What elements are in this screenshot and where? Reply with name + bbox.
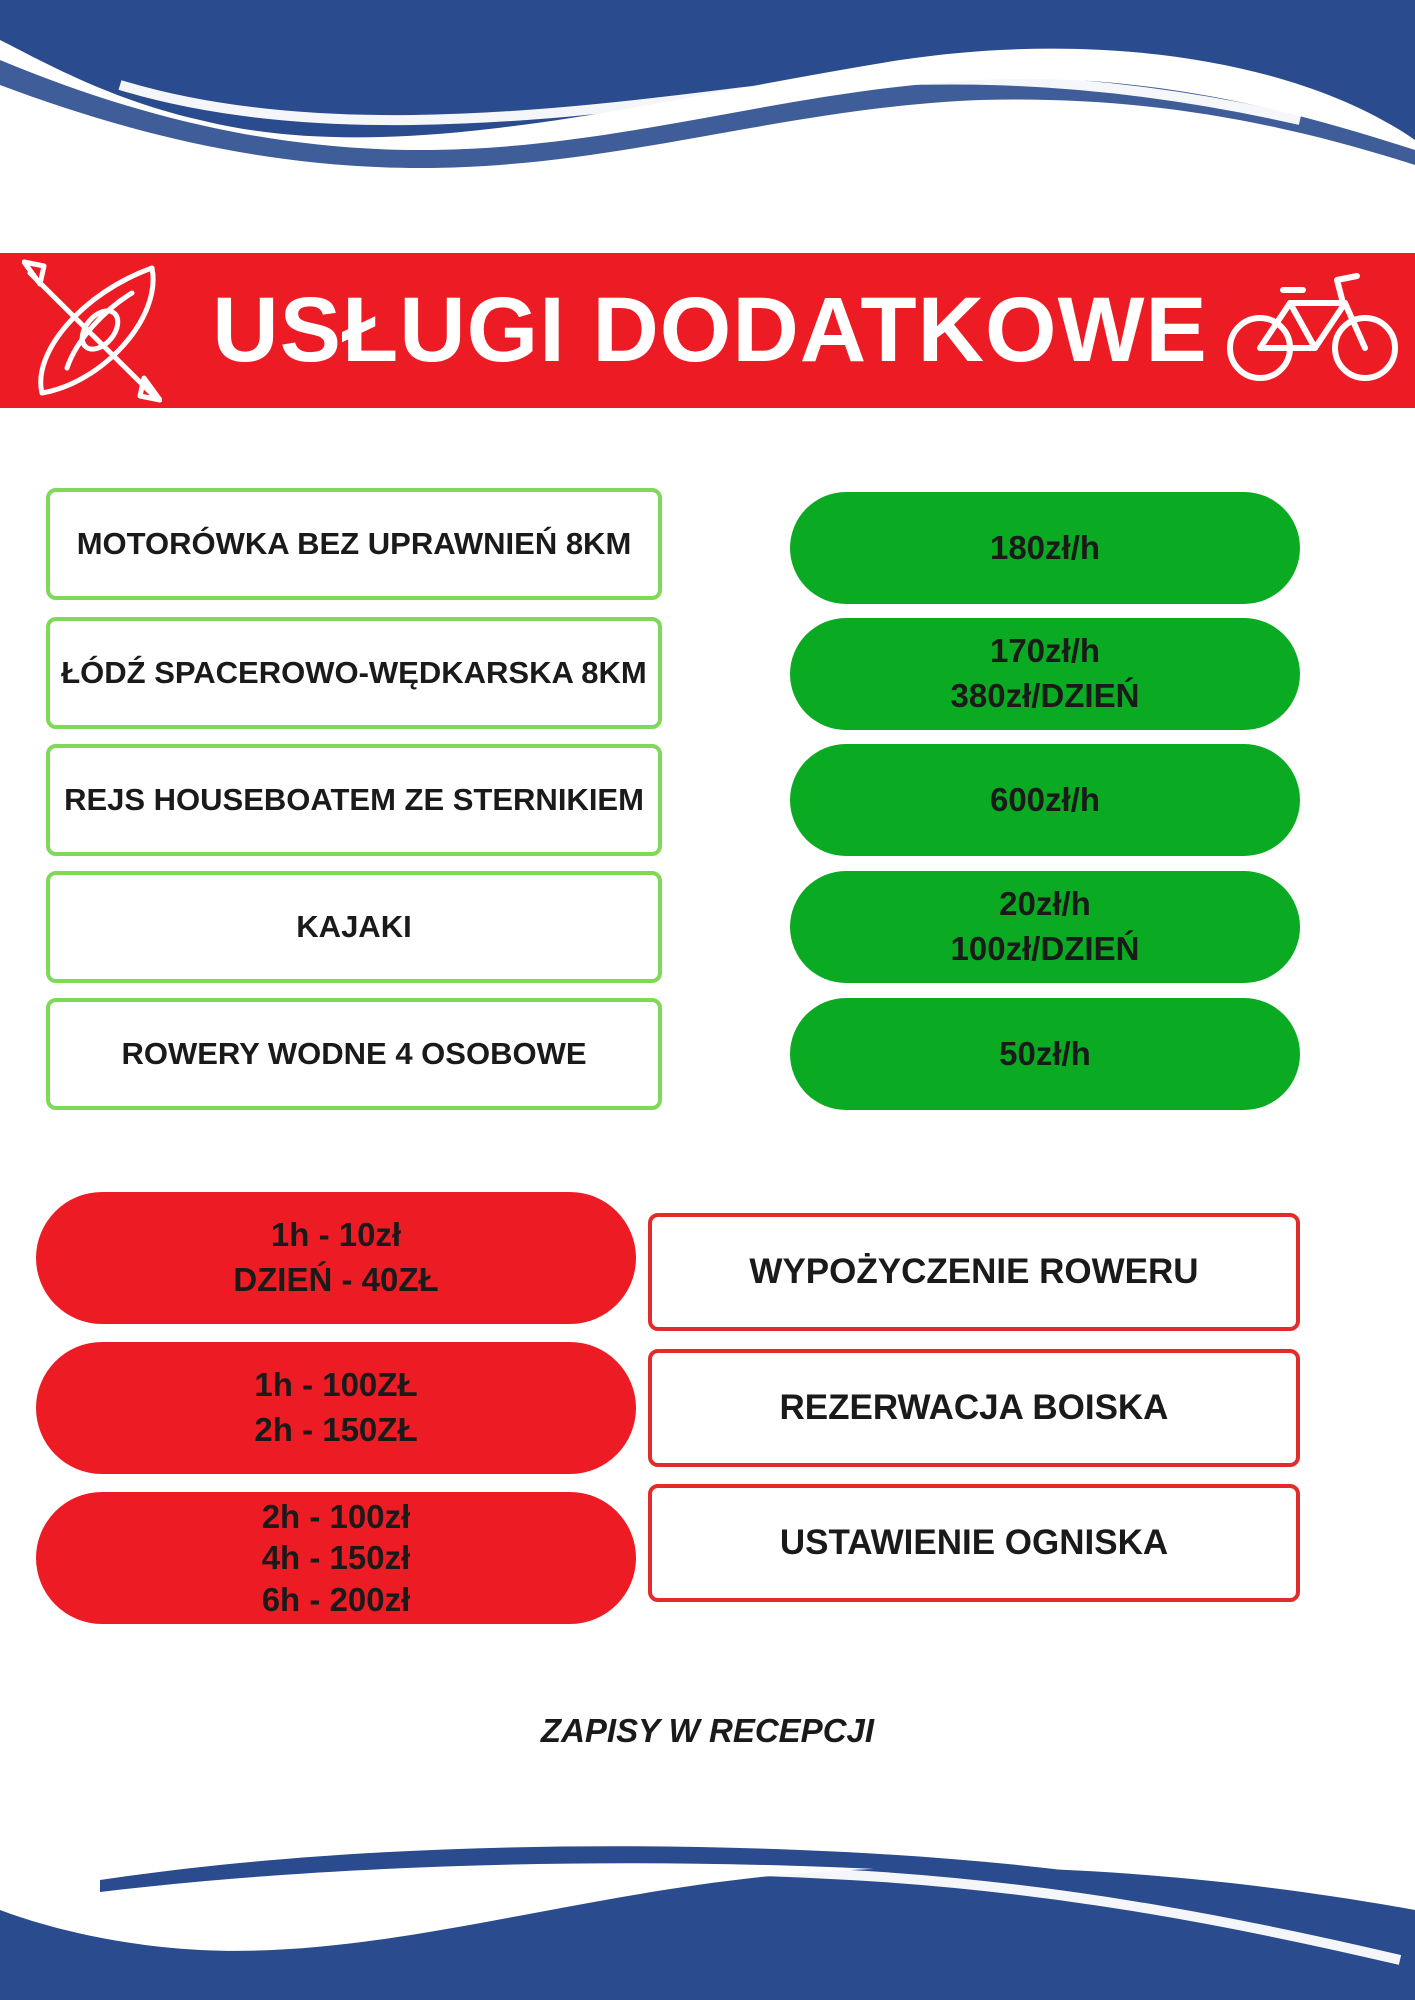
price-line: 6h - 200zł [261,1580,411,1618]
service-item-bike-rental: WYPOŻYCZENIE ROWERU [648,1213,1300,1331]
price-pill-bike-rental [36,1192,636,1324]
price-pill-bonfire-setup [36,1492,636,1624]
price-pill-motorboat [790,492,1300,604]
price-line: 600zł/h [989,780,1101,818]
service-item-kayaks: KAJAKI [46,871,662,983]
kayak-icon [22,258,162,403]
price-line: 1h - 10zł [270,1216,402,1254]
price-pill-houseboat-cruise [790,744,1300,856]
price-line: 4h - 150zł [261,1539,411,1577]
bottom-wave-decoration [0,1820,1415,2000]
price-pill-kayaks [790,871,1300,983]
service-item-houseboat-cruise: REJS HOUSEBOATEM ZE STERNIKIEM [46,744,662,856]
top-wave-decoration [0,0,1415,180]
price-line: 20zł/h [999,885,1091,923]
price-line: 1h - 100ZŁ [254,1366,418,1404]
price-line: 170zł/h [989,632,1101,670]
price-line: DZIEŃ - 40ZŁ [233,1261,439,1298]
service-item-pedal-boats: ROWERY WODNE 4 OSOBOWE [46,998,662,1110]
service-item-bonfire-setup: USTAWIENIE OGNISKA [648,1484,1300,1602]
footer-note: ZAPISY W RECEPCJI [540,1712,875,1749]
service-item-pitch-reservation: REZERWACJA BOISKA [648,1349,1300,1467]
service-item-motorboat: MOTORÓWKA BEZ UPRAWNIEŃ 8KM [46,488,662,600]
page-title: USŁUGI DODATKOWE [212,279,1208,381]
price-pill-pitch-reservation [36,1342,636,1474]
bicycle-icon [1225,268,1400,388]
price-pill-fishing-boat [790,618,1300,730]
price-line: 380zł/DZIEŃ [950,677,1140,714]
price-line: 2h - 150ZŁ [254,1411,418,1448]
service-item-fishing-boat: ŁÓDŹ SPACEROWO-WĘDKARSKA 8KM [46,617,662,729]
price-line: 100zł/DZIEŃ [950,930,1140,967]
price-line: 180zł/h [989,528,1101,566]
price-pill-pedal-boats [790,998,1300,1110]
price-line: 50zł/h [999,1034,1091,1072]
price-line: 2h - 100zł [261,1498,411,1536]
